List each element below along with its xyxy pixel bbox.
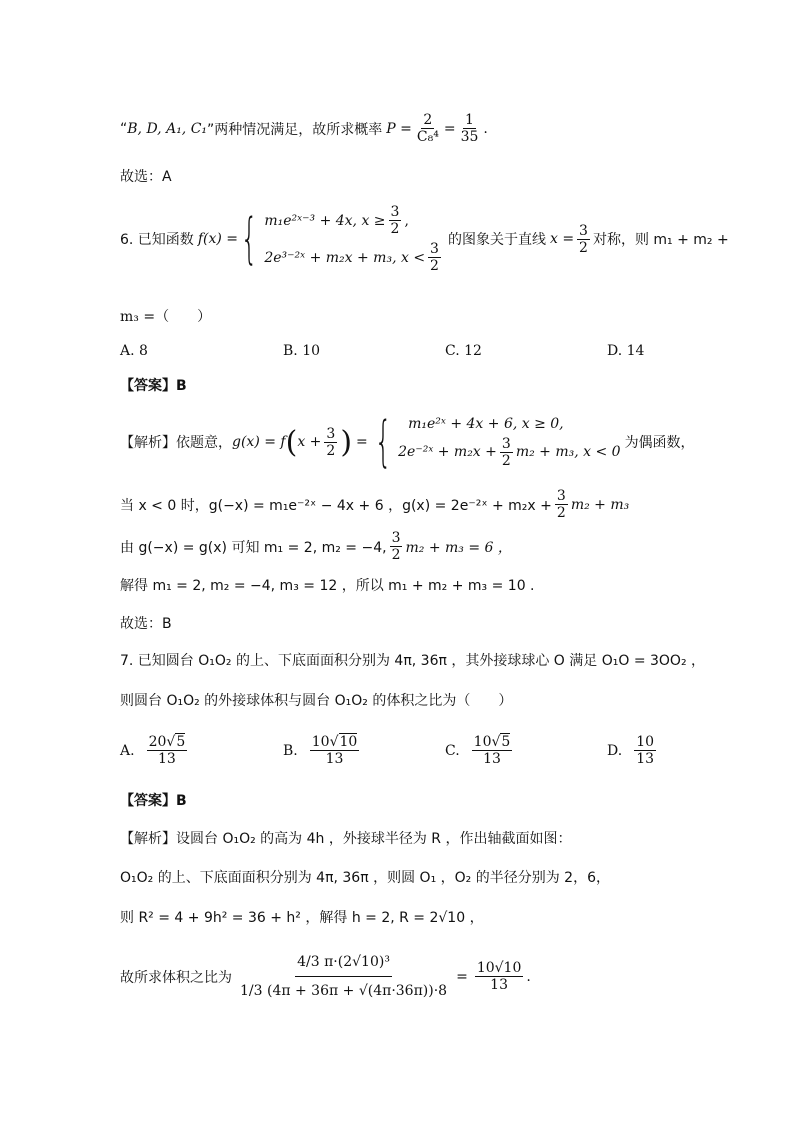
piecewise: m₁e²ˣ⁻³ + 4x, x ≥ $\frac{3}{2}$ , 2e³⁻²ˣ + m₂x + m₃, x < $\frac{3}{2}$ bbox=[264, 204, 439, 274]
q6-end: 对称，则 m₁ + m₂ + bbox=[592, 232, 729, 248]
sol6-e: 故选：B bbox=[120, 616, 172, 632]
q6-option-d: D. 14 bbox=[607, 343, 645, 359]
q6-stem: 6. 已知函数 bbox=[120, 232, 194, 248]
sol7-b: O₁O₂ 的上、下底面面积分别为 4π, 36π ，则圆 O₁ ，O₂ 的半径分别为 2，6， bbox=[120, 870, 610, 886]
sol6-b: 当 x < 0 时，g(−x) = m₁e⁻²ˣ − 4x + 6 ，g(x) = 2e⁻²ˣ + m₂x + $\frac{3}{2}$ m₂ + m₃ bbox=[120, 488, 630, 521]
sol6-c: 由 g(−x) = g(x) 可知 m₁ = 2, m₂ = −4, $\frac{3}{2}$ m₂ + m₃ = 6 ， bbox=[120, 530, 512, 563]
points: B, D, A₁, C₁ bbox=[127, 120, 208, 137]
q6-line2: m₃ =（ ） bbox=[120, 309, 212, 325]
prob-text: ”两种情况满足，故所求概率 bbox=[207, 121, 383, 138]
left-brace: { bbox=[240, 207, 258, 270]
p-symbol: P = bbox=[386, 120, 412, 137]
q6-line: 6. 已知函数 f(x) = { m₁e²ˣ⁻³ + 4x, x ≥ $\frac{3}{2}$ , 2e³⁻²ˣ + m₂x + m₃, x < $\frac{3}{2}$ 的图象关于直线 x = $\frac{3}{2}$ 对称，则 m₁ + m₂ + bbox=[120, 204, 729, 274]
sol6-d: 解得 m₁ = 2, m₂ = −4, m₃ = 12 ，所以 m₁ + m₂ + m₃ = 10 . bbox=[120, 578, 535, 594]
q7-option-c: C. $\frac{10√5}{13}$ bbox=[445, 734, 511, 767]
sol7-a: 【解析】设圆台 O₁O₂ 的高为 4h ，外接球半径为 R ，作出轴截面如图： bbox=[120, 831, 572, 847]
q6-mid: 的图象关于直线 bbox=[447, 232, 546, 248]
q7-line2: 则圆台 O₁O₂ 的外接球体积与圆台 O₁O₂ 的体积之比为（ ） bbox=[120, 693, 513, 709]
fx: f(x) = bbox=[197, 231, 238, 247]
q7-option-b: B. $\frac{10√10}{13}$ bbox=[283, 734, 358, 767]
q7-option-d: D. $\frac{10}{13}$ bbox=[607, 734, 655, 767]
sol6-a: 【解析】依题意， g(x) = f ( x + $\frac{3}{2}$ ) = { m₁e²ˣ + 4x + 6, x ≥ 0, 2e⁻²ˣ + m₂x + $\frac{3}{2}$ m₂ + m₃, x < 0 为偶函数， bbox=[120, 410, 695, 473]
q6-option-b: B. 10 bbox=[283, 343, 321, 359]
answer-6: 【答案】B bbox=[120, 378, 187, 394]
q7-option-a: A. $\frac{20√5}{13}$ bbox=[120, 734, 186, 767]
left-brace-2: { bbox=[374, 410, 392, 473]
prob-line: “ B, D, A₁, C₁ ”两种情况满足，故所求概率 P = $\frac{2}{\text{C₈⁴}}$ = $\frac{1}{35}$ . bbox=[120, 112, 488, 145]
frac-2-c84: $\frac{2}{\text{C₈⁴}}$ bbox=[416, 112, 439, 145]
q6-option-a: A. 8 bbox=[120, 343, 148, 359]
frac-1-35: $\frac{1}{35}$ bbox=[460, 112, 479, 145]
choice-a-line: 故选：A bbox=[120, 169, 172, 185]
x-eq: x = bbox=[549, 231, 575, 247]
sol7-c: 则 R² = 4 + 9h² = 36 + h² ，解得 h = 2, R = 2√10 ， bbox=[120, 910, 484, 926]
quote-open: “ bbox=[120, 120, 128, 137]
answer-7: 【答案】B bbox=[120, 793, 187, 809]
sol7-d: 故所求体积之比为 $\frac{\text{4/3 π·(2√10)³}}{1/3 (4\pi + 36\pi + √(4\pi\cdot 36\pi))\cdot 8}$ = $\frac{10√10}{13}$ . bbox=[120, 948, 531, 1005]
q7-line1: 7. 已知圆台 O₁O₂ 的上、下底面面积分别为 4π, 36π ，其外接球球心 O 满足 O₁O = 3OO₂ ， bbox=[120, 653, 706, 669]
q6-option-c: C. 12 bbox=[445, 343, 482, 359]
